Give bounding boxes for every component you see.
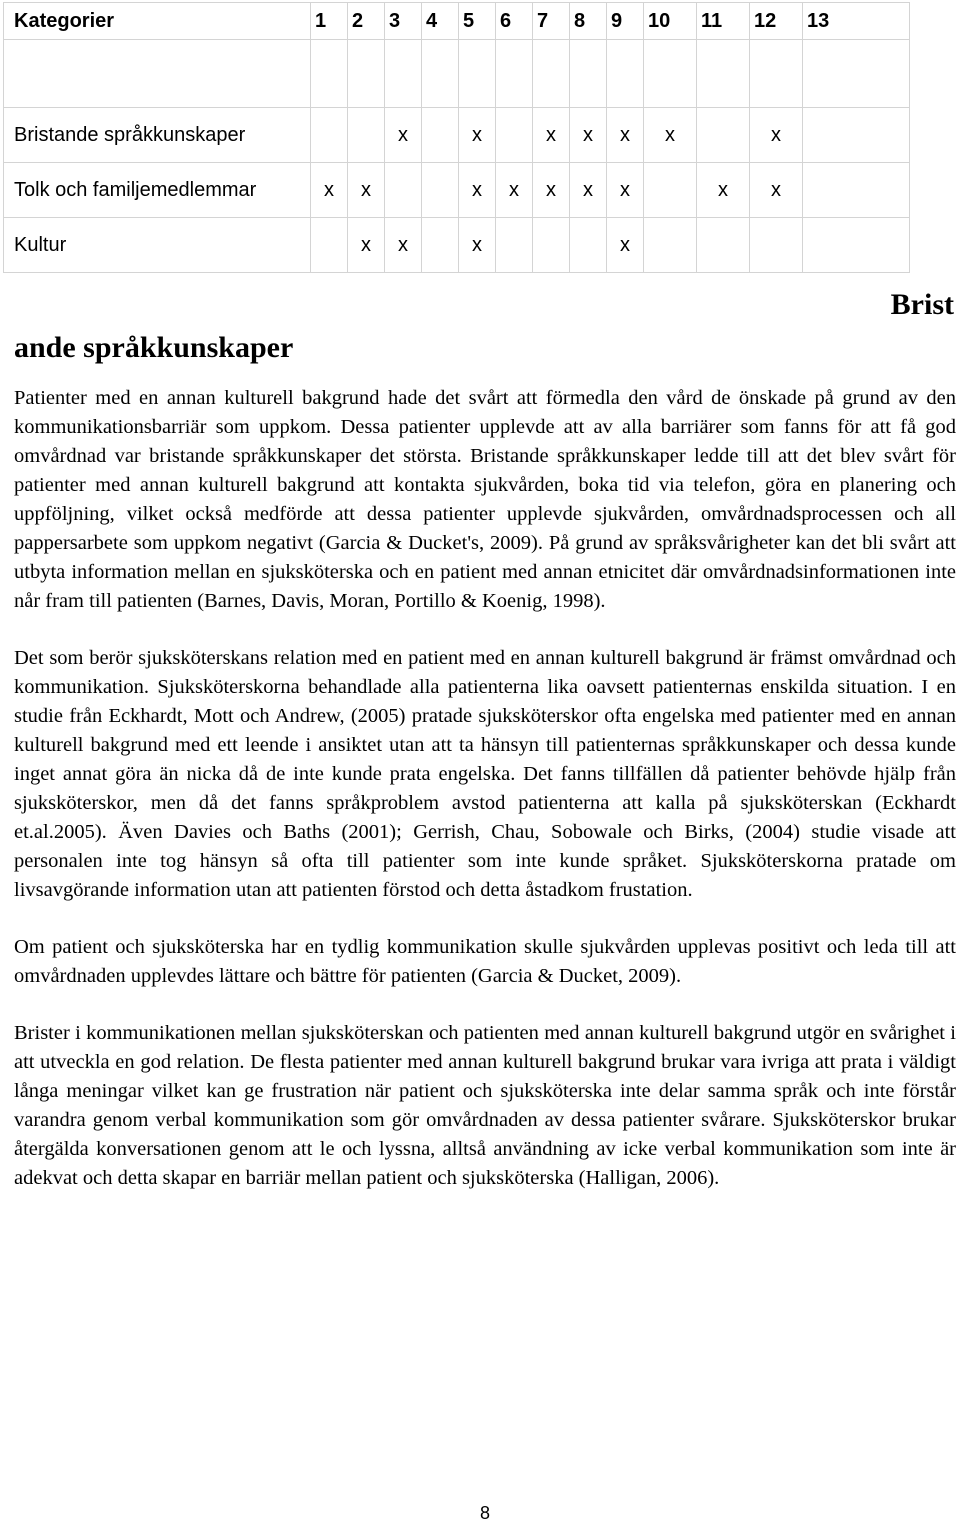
paragraph: Det som berör sjuksköterskans relation med en patient med en annan kulturell bakgrund är främst omvårdnad och kommunikation. Sjuksköterskorna behandlade alla patienterna lika oavsett patienternas enskilda situation. I en studie från Eckhardt, Mott och Andrew, (2005) pratade sjuksköterskor ofta engelska med patienter med en annan kulturell bakgrund med ett leende i ansiktet utan att ta hänsyn till patienternas språkkunskaper och dessa kunde inget annat göra än nicka då de inte kunde prata engelska. Det fanns tillfällen då patienter behövde hjälp från sjuksköterskor, men då det fanns språkproblem avstod patienterna att kalla på sjuksköterskan (Eckhardt et.al.2005). Även Davies och Baths (2001); Gerrish, Chau, Sobowale och Birks, (2004) studie visade att personalen inte tog hänsyn så ofta till patienter som inte kunde språket. Sjuksköterskorna pratade om livsavgörande information utan att patienten förstod och detta åstadkom frustation. — [14, 647, 956, 901]
row-label: Tolk och familjemedlemmar — [4, 163, 311, 218]
column-header: 5 — [459, 3, 496, 40]
mark-cell — [697, 218, 750, 273]
table-row — [4, 218, 910, 273]
body-text — [14, 384, 956, 1221]
section-heading-part-right: Brist — [890, 288, 954, 321]
mark-cell: x — [385, 218, 422, 273]
mark-cell: x — [570, 108, 607, 163]
column-header: 10 — [644, 3, 697, 40]
mark-cell — [311, 108, 348, 163]
mark-cell: x — [459, 163, 496, 218]
mark-cell: x — [697, 163, 750, 218]
column-header: 4 — [422, 3, 459, 40]
mark-cell: x — [750, 163, 803, 218]
mark-cell: x — [348, 218, 385, 273]
mark-cell — [803, 163, 910, 218]
table-spacer-row — [4, 40, 910, 108]
mark-cell — [570, 218, 607, 273]
mark-cell: x — [533, 108, 570, 163]
mark-cell — [697, 108, 750, 163]
mark-cell — [422, 108, 459, 163]
mark-cell — [803, 108, 910, 163]
page-number: 8 — [479, 1503, 490, 1523]
mark-cell: x — [311, 163, 348, 218]
mark-cell: x — [607, 163, 644, 218]
mark-cell — [644, 218, 697, 273]
mark-cell: x — [750, 108, 803, 163]
mark-cell — [422, 163, 459, 218]
table-header-row — [4, 3, 910, 40]
categories-table — [3, 2, 910, 273]
mark-cell: x — [385, 108, 422, 163]
mark-cell: x — [348, 163, 385, 218]
mark-cell — [348, 108, 385, 163]
mark-cell — [644, 163, 697, 218]
mark-cell — [311, 218, 348, 273]
column-header: 11 — [697, 3, 750, 40]
column-header: 12 — [750, 3, 803, 40]
table-row — [4, 108, 910, 163]
paragraph: Brister i kommunikationen mellan sjuksköterskan och patienten med annan kulturell bakgrund utgör en svårighet i att utveckla en god relation. De flesta patienter med annan kulturell bakgrund brukar vara ivriga att prata i väldigt långa meningar vilket kan ge frustration när patient och sjuksköterska inte delar samma språk och inte förstår varandra genom verbal kommunikation som gör omvårdnaden av dessa patienter svårare. Sjuksköterskor brukar återgälda konversationen genom att le och lyssna, alltså användning av icke verbal kommunikation som inte är adekvat och detta skapar en barriär mellan patient och sjuksköterska (Halligan, 2006). — [14, 1022, 956, 1189]
header-label: Kategorier — [4, 3, 311, 40]
mark-cell — [533, 218, 570, 273]
mark-cell — [422, 218, 459, 273]
paragraph: Om patient och sjuksköterska har en tydlig kommunikation skulle sjukvården upplevas positivt och leda till att omvårdnaden upplevdes lättare och bättre för patienten (Garcia & Ducket, 2009). — [14, 936, 956, 987]
row-label: Bristande språkkunskaper — [4, 108, 311, 163]
row-label: Kultur — [4, 218, 311, 273]
mark-cell — [803, 218, 910, 273]
column-header: 3 — [385, 3, 422, 40]
column-header: 2 — [348, 3, 385, 40]
column-header: 9 — [607, 3, 644, 40]
mark-cell — [496, 108, 533, 163]
mark-cell: x — [644, 108, 697, 163]
mark-cell — [496, 218, 533, 273]
table-row — [4, 163, 910, 218]
section-heading-part-left: ande språkkunskaper — [14, 331, 294, 364]
column-header: 13 — [803, 3, 910, 40]
mark-cell: x — [533, 163, 570, 218]
mark-cell: x — [459, 218, 496, 273]
paragraph: Patienter med en annan kulturell bakgrund hade det svårt att förmedla den vård de önskade på grund av den kommunikationsbarriär som uppkom. Dessa patienter upplevde att av alla barriärer som fanns för att få god omvårdnad var bristande språkkunskaper det största. Bristande språkkunskaper ledde till att det blev svårt för patienter med annan kulturell bakgrund att kontakta sjukvården, boka tid via telefon, göra en planering och uppföljning, vilket också medförde att dessa patienter upplevde sjukvården, omvårdnadsprocessen och all pappersarbete som uppkom negativt (Garcia & Ducket's, 2009). På grund av språksvårigheter kan det bli svårt att utbyta information mellan en sjuksköterska och en patient med annan etnicitet där omvårdnadsinformationen inte når fram till patienten (Barnes, Davis, Moran, Portillo & Koenig, 1998). — [14, 387, 956, 612]
mark-cell: x — [607, 218, 644, 273]
mark-cell: x — [459, 108, 496, 163]
column-header: 7 — [533, 3, 570, 40]
mark-cell: x — [607, 108, 644, 163]
column-header: 8 — [570, 3, 607, 40]
mark-cell: x — [570, 163, 607, 218]
column-header: 6 — [496, 3, 533, 40]
column-header: 1 — [311, 3, 348, 40]
mark-cell — [750, 218, 803, 273]
mark-cell — [385, 163, 422, 218]
mark-cell: x — [496, 163, 533, 218]
